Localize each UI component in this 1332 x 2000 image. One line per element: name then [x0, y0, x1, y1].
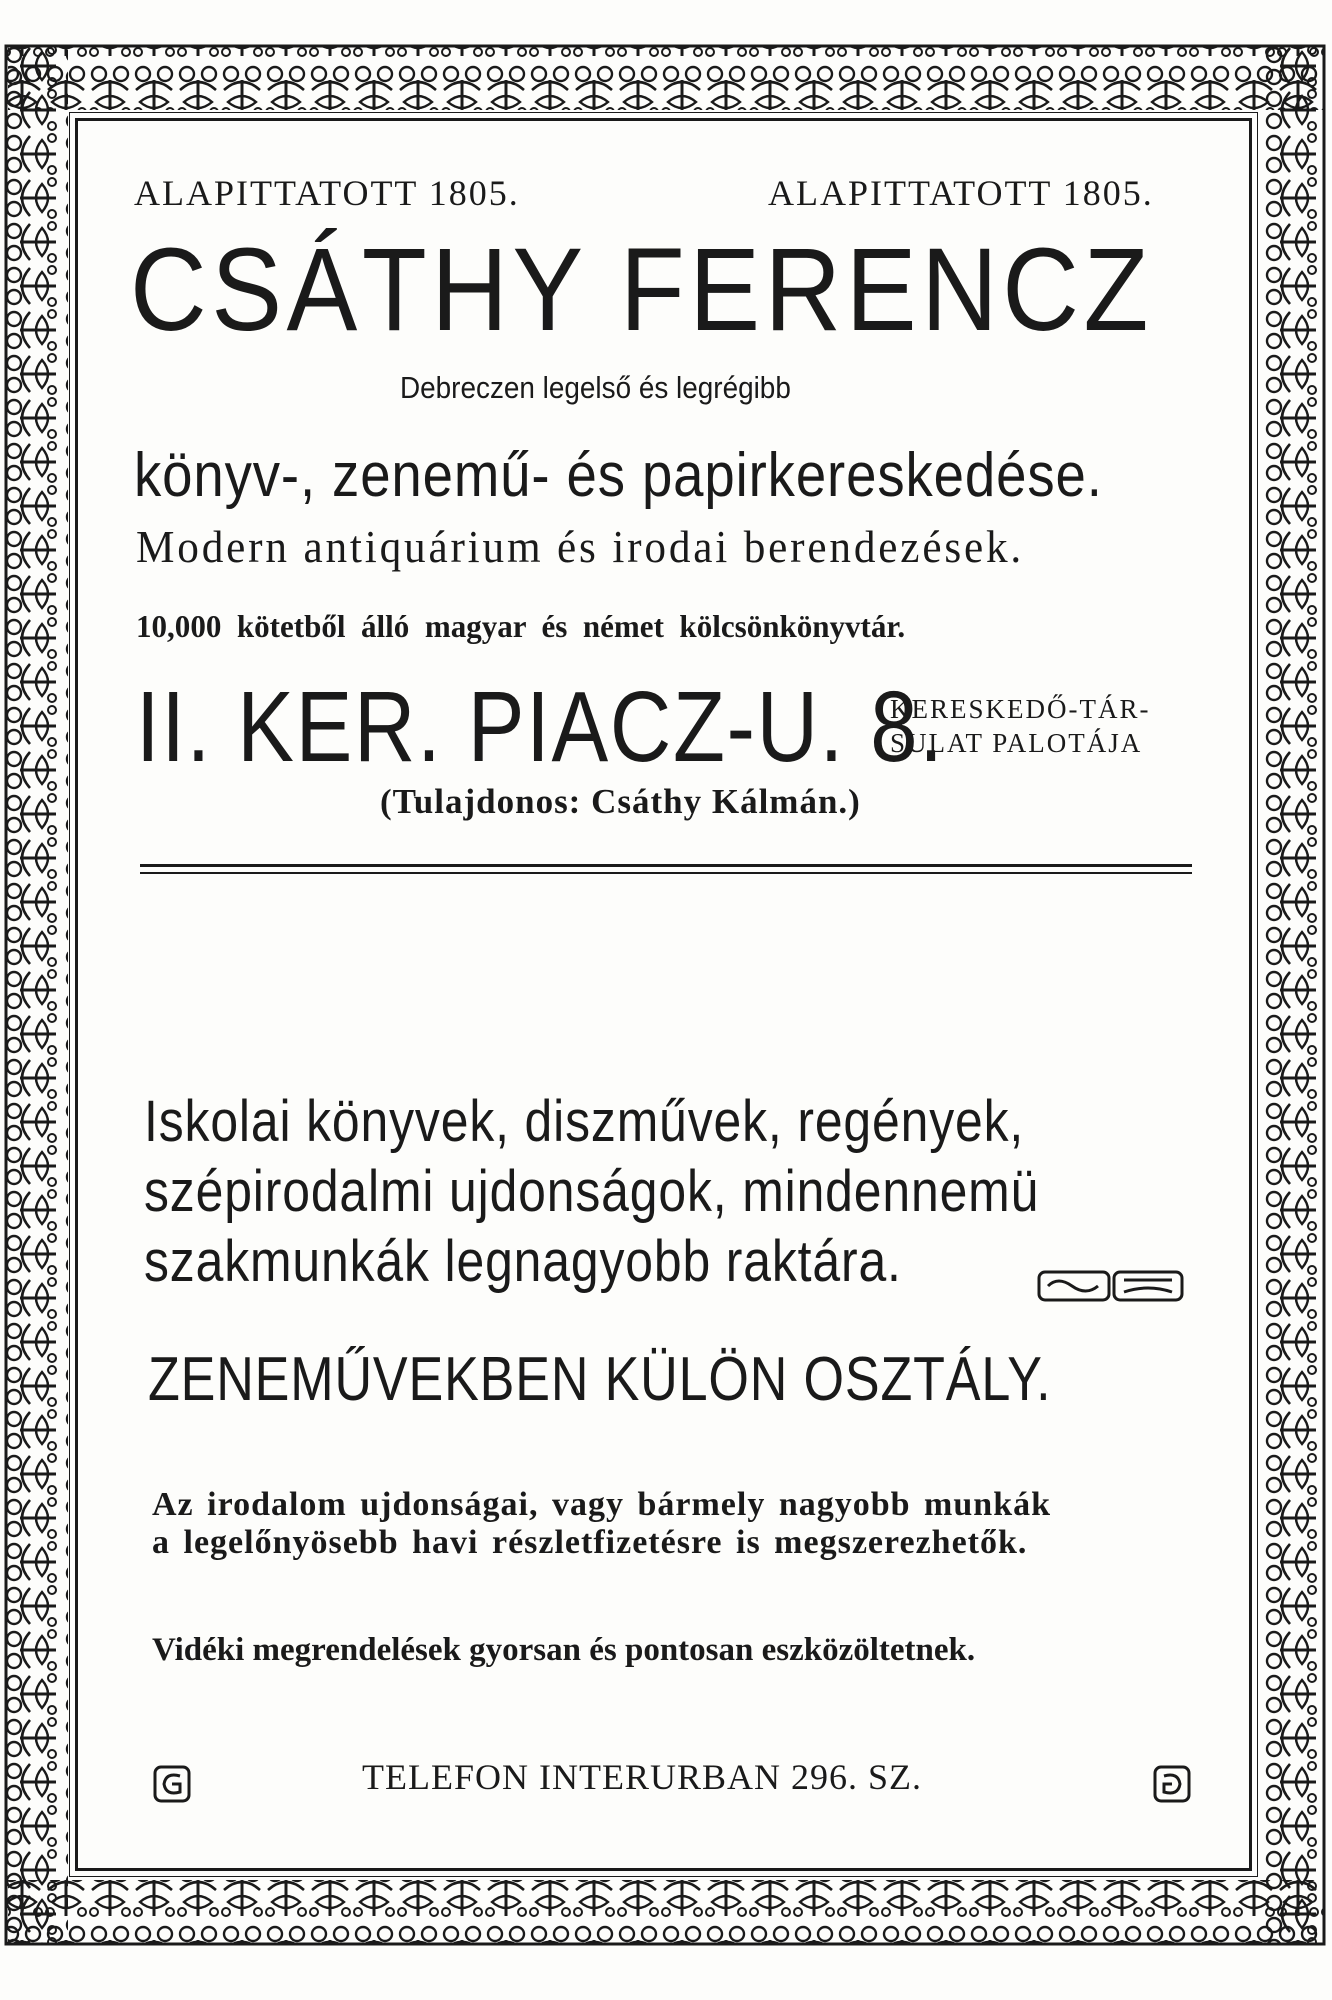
installment-line-1: Az irodalom ujdonságai, vagy bármely nagyobb munkák [152, 1486, 1052, 1523]
left-corner-ornament-icon [152, 1764, 192, 1804]
company-name: CSÁTHY FERENCZ [130, 224, 1153, 356]
stock-line-3: szakmunkák legnagyobb raktára. [144, 1229, 902, 1294]
founded-left: ALAPITTATOTT 1805. [134, 173, 520, 213]
telephone-line: TELEFON INTERURBAN 296. SZ. [362, 1757, 922, 1797]
building-line-1: KERESKEDŐ-TÁR- [890, 694, 1151, 724]
divider-rule-bottom [140, 872, 1192, 874]
orders-line: Vidéki megrendelések gyorsan és pontosan eszközöltetnek. [152, 1632, 976, 1668]
owner-line: (Tulajdonos: Csáthy Kálmán.) [380, 782, 861, 821]
music-department: ZENEMŰVEKBEN KÜLÖN OSZTÁLY. [148, 1345, 1052, 1414]
right-corner-ornament-icon [1152, 1764, 1192, 1804]
building-line-2: SULAT PALOTÁJA [890, 728, 1143, 758]
library-line: 10,000 kötetből álló magyar és német kölcsönkönyvtár. [136, 608, 906, 644]
address: II. KER. PIACZ-U. 8. [136, 671, 945, 783]
stock-line-2: szépirodalmi ujdonságok, mindennemü [144, 1159, 1040, 1224]
modern-line: Modern antiquárium és irodai berendezések. [136, 521, 1025, 572]
founded-right: ALAPITTATOTT 1805. [768, 173, 1154, 213]
divider-rule-top [140, 864, 1192, 867]
installment-line-2: a legelőnyösebb havi részletfizetésre is megszerezhetők. [152, 1524, 1028, 1561]
tagline: Debreczen legelső és legrégibb [400, 370, 791, 405]
scroll-ornament-icon [1036, 1266, 1186, 1306]
business-line: könyv-, zenemű- és papirkereskedése. [134, 441, 1103, 510]
stock-line-1: Iskolai könyvek, diszművek, regények, [144, 1089, 1025, 1154]
